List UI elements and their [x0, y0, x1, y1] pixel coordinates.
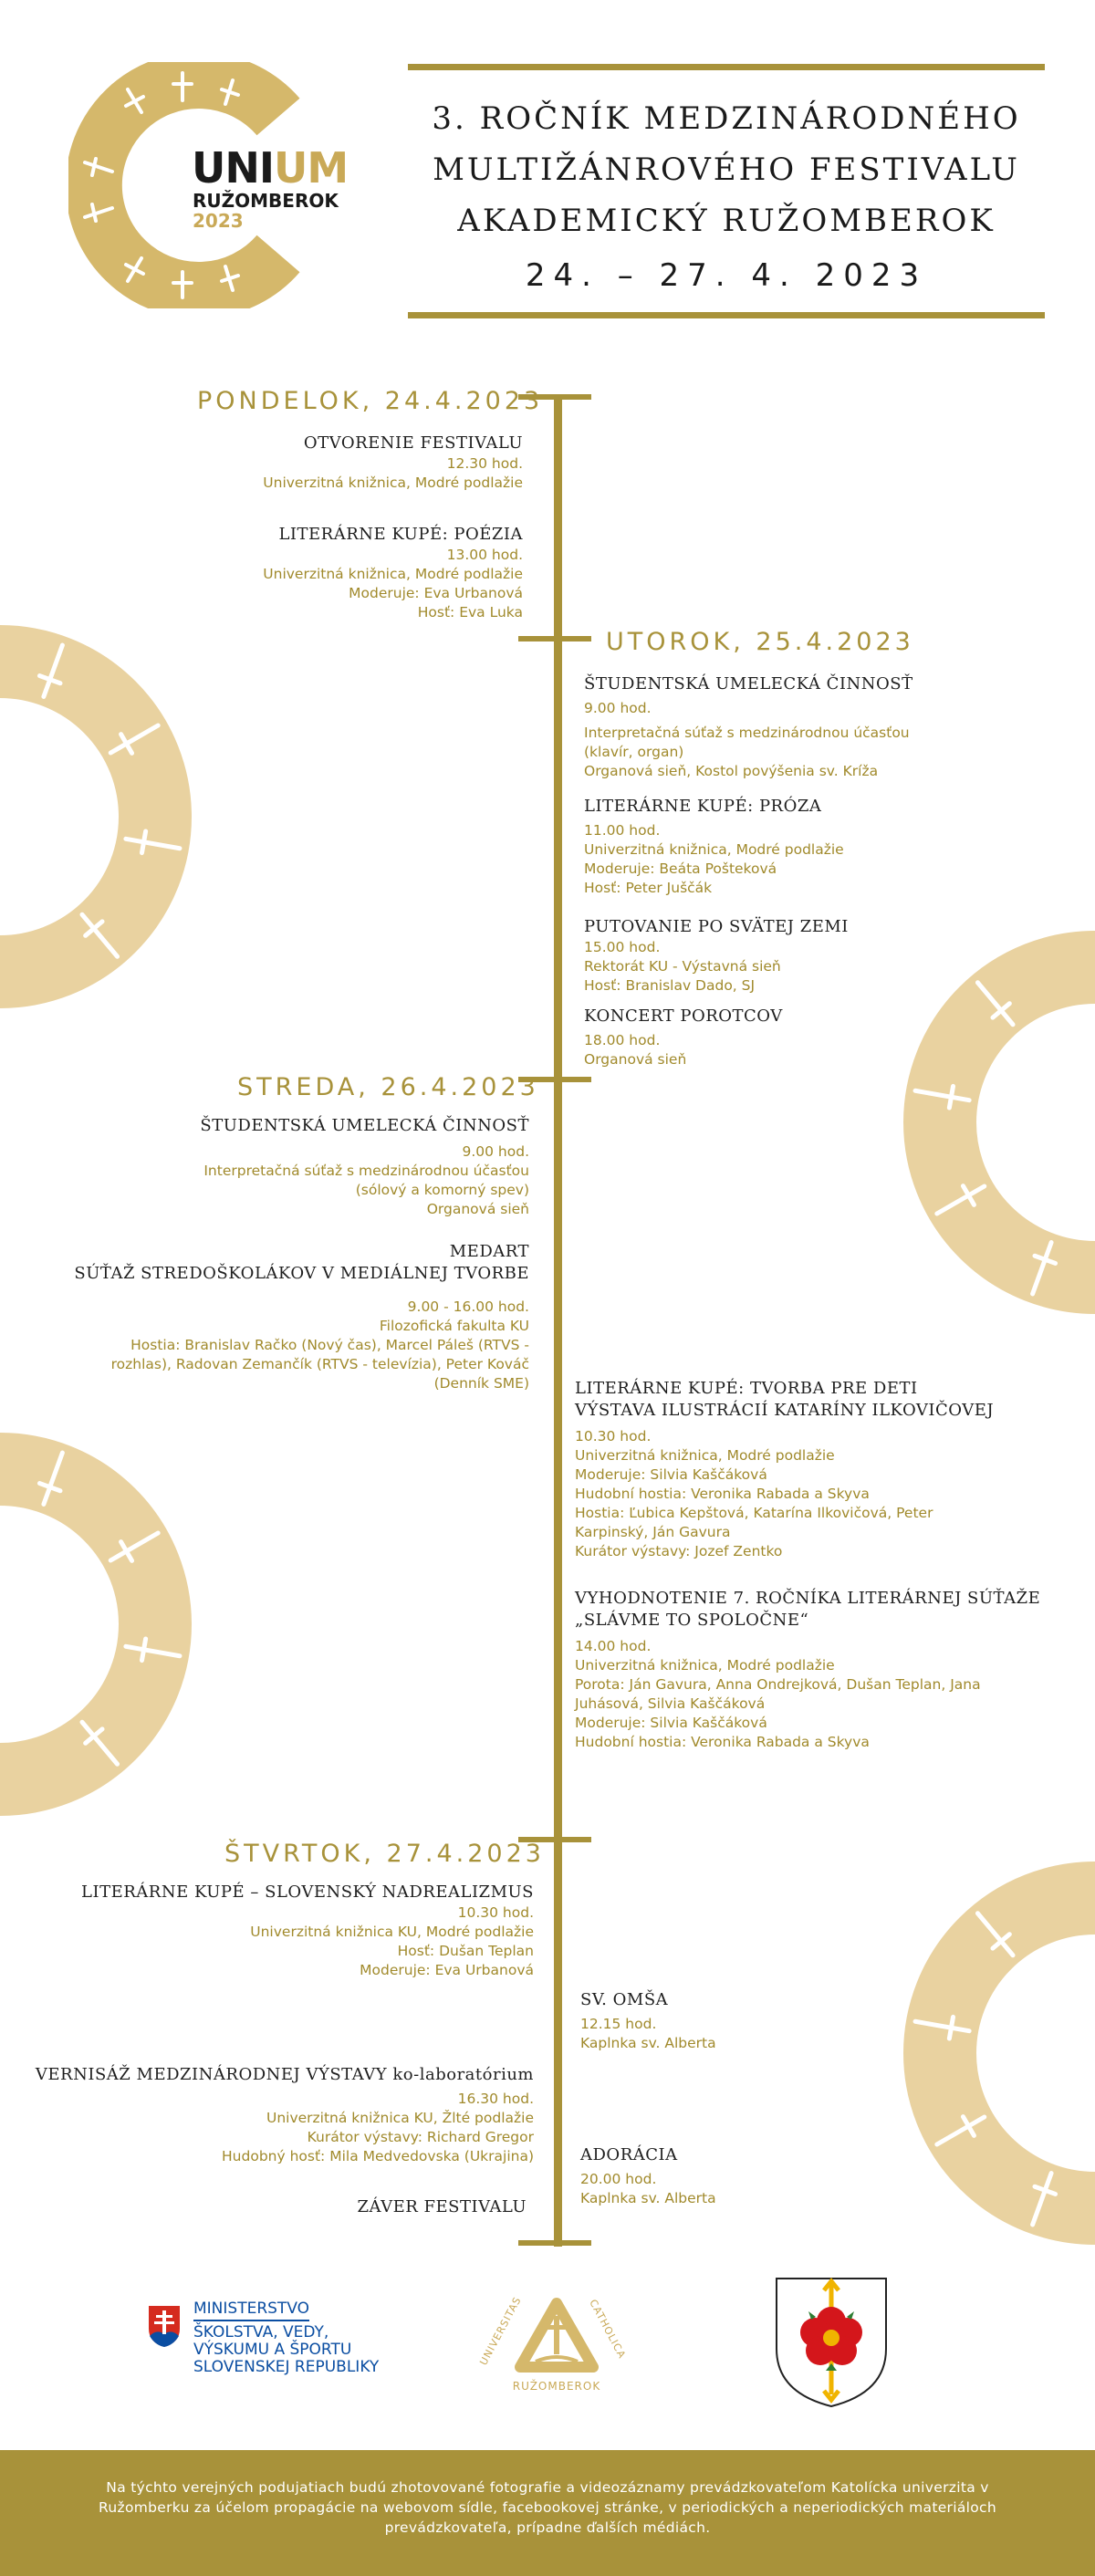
- event-wed-student-art: [18, 1115, 529, 1219]
- event-title: SV. OMŠA: [580, 1990, 669, 2009]
- footer-banner: [0, 2450, 1095, 2576]
- event-detail: Hudobný hosť: Mila Medvedovska (Ukrajina): [222, 2148, 534, 2164]
- decorative-ring-left-top: [0, 621, 196, 1013]
- event-title: PUTOVANIE PO SVÄTEJ ZEMI: [584, 917, 849, 936]
- header-title-line-2: MULTIŽÁNROVÉHO FESTIVALU: [433, 151, 1020, 188]
- event-title: ZÁVER FESTIVALU: [357, 2197, 527, 2216]
- event-detail: 11.00 hod.: [584, 822, 661, 839]
- event-detail: 9.00 hod.: [462, 1143, 529, 1160]
- event-detail: Kaplnka sv. Alberta: [580, 2035, 716, 2051]
- logo-year: 2023: [193, 210, 244, 232]
- event-detail: Kaplnka sv. Alberta: [580, 2190, 716, 2206]
- event-thu-closing: [162, 2196, 527, 2218]
- event-detail: 12.30 hod.: [446, 455, 523, 472]
- event-detail: Univerzitná knižnica, Modré podlažie: [575, 1657, 835, 1674]
- event-detail: Organová sieň: [426, 1201, 529, 1217]
- event-detail: Kurátor výstavy: Richard Gregor: [307, 2129, 534, 2145]
- unium-logo: [68, 62, 349, 308]
- event-detail: Univerzitná knižnica, Modré podlažie: [263, 566, 523, 582]
- city-coat-of-arms: [774, 2276, 889, 2409]
- logo-um: UM: [273, 143, 349, 193]
- event-detail: Hudobní hostia: Veronika Rabada a Skyva: [575, 1486, 870, 1502]
- event-title: VYHODNOTENIE 7. ROČNÍKA LITERÁRNEJ SÚŤAŽE: [575, 1589, 1041, 1608]
- header-rule-top: [408, 64, 1045, 70]
- event-detail: Univerzitná knižnica, Modré podlažie: [575, 1447, 835, 1464]
- event-detail: Kurátor výstavy: Jozef Zentko: [575, 1543, 783, 1559]
- event-detail: 20.00 hod.: [580, 2171, 657, 2187]
- event-detail: Organová sieň, Kostol povýšenia sv. Kríža: [584, 763, 879, 779]
- event-detail: Hostia: Branislav Račko (Nový čas), Marcel Páleš (RTVS -: [130, 1337, 529, 1353]
- header-title-line-3: AKADEMICKÝ RUŽOMBEROK: [457, 203, 996, 239]
- day-heading-wednesday: STREDA, 26.4.2023: [237, 1073, 539, 1101]
- event-title: KONCERT POROTCOV: [584, 1006, 783, 1026]
- event-detail: 15.00 hod.: [584, 939, 661, 955]
- event-detail: Moderuje: Silvia Kaščáková: [575, 1715, 767, 1731]
- event-mon-opening: [12, 433, 523, 493]
- event-detail: Interpretačná súťaž s medzinárodnou účasťou: [203, 1163, 529, 1179]
- event-detail: Porota: Ján Gavura, Anna Ondrejková, Dušan Teplan, Jana: [575, 1676, 981, 1693]
- ministry-line-3: VÝSKUMU A ŠPORTU: [193, 2341, 352, 2359]
- event-detail: Moderuje: Eva Urbanová: [360, 1962, 534, 1978]
- header-title-line-1: 3. ROČNÍK MEDZINÁRODNÉHO: [432, 100, 1021, 137]
- event-thu-vernissage: [0, 2064, 534, 2166]
- event-detail: 12.15 hod.: [580, 2016, 657, 2032]
- event-title: ŠTUDENTSKÁ UMELECKÁ ČINNOSŤ: [200, 1116, 529, 1135]
- event-detail: Juhásová, Silvia Kaščáková: [575, 1695, 766, 1712]
- ministry-line-2: ŠKOLSTVA, VEDY,: [193, 2323, 329, 2341]
- footer-notice: Na týchto verejných podujatiach budú zhotovované fotografie a videozáznamy prevádzkovateľom Katolícka univerzita v Ružomberku za účelom propagácie na webovom sídle, facebookovej stránke, v periodických a neperiodických materiáloch prevádzkovateľa, prípadne ďalších médiách.: [99, 2479, 996, 2536]
- event-detail: 13.00 hod.: [446, 547, 523, 563]
- event-title: LITERÁRNE KUPÉ – SLOVENSKÝ NADREALIZMUS: [81, 1882, 534, 1902]
- ministry-line-4: SLOVENSKEJ REPUBLIKY: [193, 2358, 380, 2376]
- event-title: LITERÁRNE KUPÉ: PRÓZA: [584, 797, 822, 816]
- event-detail: Hosť: Peter Juščák: [584, 880, 713, 896]
- event-detail: Organová sieň: [584, 1051, 687, 1068]
- event-title: „SLÁVME TO SPOLOČNE“: [575, 1611, 809, 1630]
- event-detail: Hostia: Ľubica Kepštová, Katarína Ilkovičová, Peter: [575, 1505, 933, 1521]
- event-detail: Hudobní hostia: Veronika Rabada a Skyva: [575, 1734, 870, 1750]
- event-title: OTVORENIE FESTIVALU: [303, 433, 523, 453]
- event-detail: Hosť: Branislav Dado, SJ: [584, 977, 756, 994]
- event-detail: 16.30 hod.: [457, 2091, 534, 2107]
- event-detail: rozhlas), Radovan Zemančík (RTVS - televízia), Peter Kováč: [110, 1356, 529, 1372]
- timeline-spine: [554, 394, 562, 2247]
- event-detail: 10.30 hod.: [575, 1428, 652, 1444]
- event-detail: Hosť: Eva Luka: [417, 604, 523, 621]
- event-title: MEDART: [449, 1242, 529, 1261]
- event-tue-prose: [584, 796, 1058, 898]
- event-detail: Univerzitná knižnica, Modré podlažie: [584, 841, 844, 858]
- event-thu-surrealism: [5, 1882, 534, 1980]
- event-wed-competition: [575, 1588, 1086, 1752]
- timeline-tick-tue: [518, 636, 591, 641]
- event-title: ŠTUDENTSKÁ UMELECKÁ ČINNOSŤ: [584, 674, 913, 694]
- event-wed-children-lit: [575, 1378, 1068, 1561]
- timeline-tick-end: [518, 2240, 591, 2246]
- day-heading-thursday: ŠTVRTOK, 27.4.2023: [224, 1840, 545, 1868]
- event-detail: 10.30 hod.: [457, 1904, 534, 1921]
- event-tue-concert: [584, 1006, 1058, 1069]
- event-detail: Moderuje: Silvia Kaščáková: [575, 1466, 767, 1483]
- ku-university-logo: [477, 2289, 629, 2403]
- event-detail: Moderuje: Beáta Pošteková: [584, 860, 777, 877]
- header-dates: 24. – 27. 4. 2023: [525, 257, 928, 294]
- event-detail: Interpretačná súťaž s medzinárodnou účasťou: [584, 725, 910, 741]
- event-detail: Moderuje: Eva Urbanová: [349, 585, 523, 601]
- event-detail: Univerzitná knižnica KU, Modré podlažie: [250, 1924, 534, 1940]
- event-detail: (Denník SME): [433, 1375, 529, 1392]
- day-heading-monday: PONDELOK, 24.4.2023: [197, 387, 544, 415]
- ku-arc-left: UNIVERSITAS: [477, 2294, 524, 2368]
- decorative-ring-left-bottom: [0, 1428, 196, 1820]
- event-detail: Filozofická fakulta KU: [379, 1318, 529, 1334]
- event-detail: Univerzitná knižnica, Modré podlažie: [263, 475, 523, 491]
- slovak-coat-of-arms-icon: [146, 2303, 182, 2349]
- event-detail: Rektorát KU - Výstavná sieň: [584, 958, 781, 975]
- ku-bottom-text: RUŽOMBEROK: [512, 2380, 601, 2393]
- event-title: SÚŤAŽ STREDOŠKOLÁKOV V MEDIÁLNEJ TVORBE: [74, 1264, 529, 1283]
- event-title: LITERÁRNE KUPÉ: TVORBA PRE DETI: [575, 1379, 918, 1398]
- ku-arc-right: CATHOLICA: [587, 2297, 629, 2362]
- event-mon-poetry: [12, 524, 523, 622]
- event-detail: Univerzitná knižnica KU, Žlté podlažie: [266, 2110, 534, 2126]
- ministry-logo: [146, 2300, 420, 2382]
- event-detail: 18.00 hod.: [584, 1032, 661, 1048]
- event-thu-adoration: [580, 2144, 945, 2208]
- rose-shield-icon: [774, 2276, 889, 2409]
- event-detail: 9.00 hod.: [584, 700, 652, 716]
- event-detail: 9.00 - 16.00 hod.: [407, 1298, 529, 1315]
- event-detail: Hosť: Dušan Teplan: [397, 1943, 534, 1959]
- event-thu-mass: [580, 1989, 945, 2053]
- event-title: LITERÁRNE KUPÉ: POÉZIA: [278, 525, 523, 544]
- day-heading-tuesday: UTOROK, 25.4.2023: [606, 628, 914, 656]
- header-rule-bottom: [408, 312, 1045, 318]
- logo-uni: UNI: [192, 143, 274, 193]
- event-tue-holy-land: [584, 916, 1058, 996]
- event-title: VERNISÁŽ MEDZINÁRODNEJ VÝSTAVY ko-laboratórium: [35, 2065, 534, 2084]
- logo-city: RUŽOMBEROK: [193, 190, 339, 212]
- event-detail: (sólový a komorný spev): [355, 1182, 529, 1198]
- event-detail: Karpinský, Ján Gavura: [575, 1524, 731, 1540]
- event-title: ADORÁCIA: [580, 2145, 678, 2164]
- event-detail: (klavír, organ): [584, 744, 684, 760]
- ministry-line-1: MINISTERSTVO: [193, 2300, 309, 2321]
- event-wed-medart: [18, 1241, 529, 1393]
- event-tue-student-art: [584, 673, 1058, 781]
- event-detail: 14.00 hod.: [575, 1638, 652, 1654]
- event-title: VÝSTAVA ILUSTRÁCIÍ KATARÍNY ILKOVIČOVEJ: [575, 1401, 995, 1420]
